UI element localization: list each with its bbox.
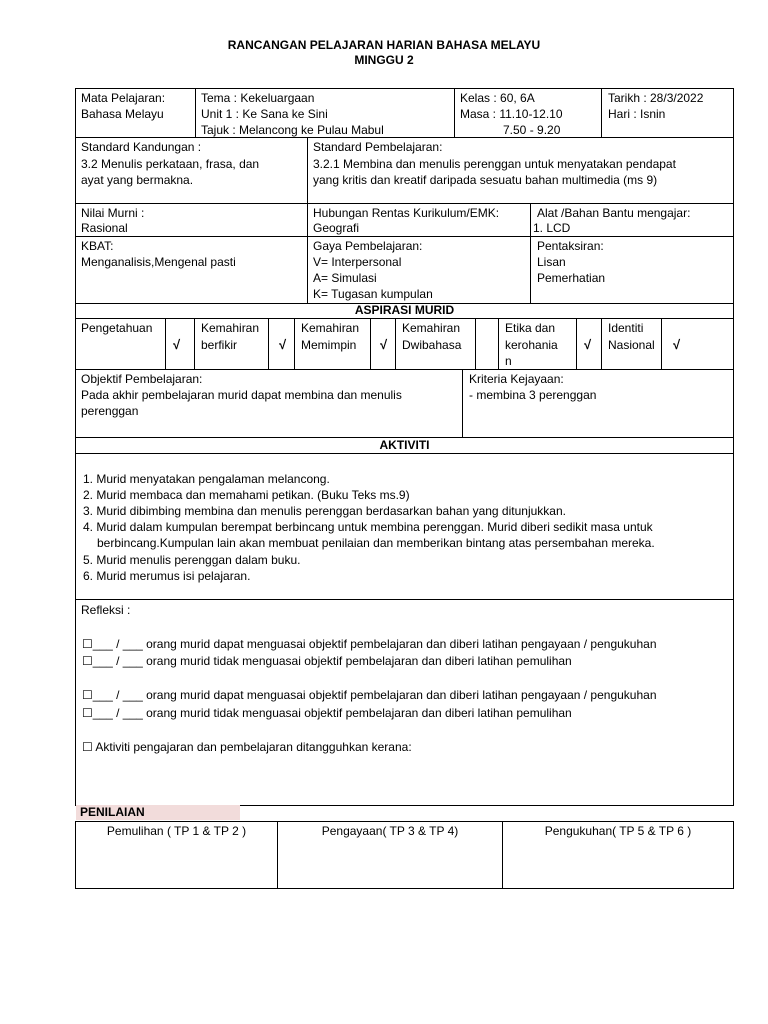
pentaksiran-pemerhatian: Pemerhatian [537, 271, 606, 285]
refleksi-label: Refleksi : [81, 603, 131, 617]
aktiviti-item: 5. Murid menulis perenggan dalam buku. [83, 553, 301, 567]
aspirasi-item-label: Kemahiran [201, 321, 260, 335]
refleksi-line: ☐___ / ___ orang murid dapat menguasai objektif pembelajaran dan diberi latihan pengayaan / pengukuhan [82, 637, 657, 651]
masa-2: 7.50 - 9.20 [503, 123, 561, 137]
kriteria-label: Kriteria Kejayaan: [469, 372, 564, 386]
aspirasi-check: √ [673, 337, 681, 352]
aspirasi-item-label: Identiti [608, 321, 644, 335]
standard-kandungan-line2: ayat yang bermakna. [81, 173, 194, 187]
aktiviti-title: AKTIVITI [379, 438, 430, 452]
page-title: RANCANGAN PELAJARAN HARIAN BAHASA MELAYU [227, 38, 541, 52]
kriteria-value: - membina 3 perenggan [469, 388, 597, 402]
aspirasi-check: √ [380, 337, 388, 352]
aspirasi-item-label: Memimpin [301, 338, 357, 352]
standard-kandungan-line1: 3.2 Menulis perkataan, frasa, dan [81, 157, 260, 171]
mata-pelajaran-value: Bahasa Melayu [81, 107, 164, 121]
alat-label: Alat /Bahan Bantu mengajar: [537, 206, 691, 220]
aktiviti-item: berbincang.Kumpulan lain akan membuat penilaian dan memberikan bintang atas persembahan mereka. [97, 536, 655, 550]
gaya-v: V= Interpersonal [313, 255, 402, 269]
objektif-line2: perenggan [81, 404, 139, 418]
masa: Masa : 11.10-12.10 [460, 107, 563, 121]
hubungan-value: Geografi [313, 221, 360, 235]
hari: Hari : Isnin [608, 107, 666, 121]
standard-pembelajaran-line1: 3.2.1 Membina dan menulis perenggan untuk menyatakan pendapat [313, 157, 676, 171]
unit: Unit 1 : Ke Sana ke Sini [201, 107, 328, 121]
gaya-label: Gaya Pembelajaran: [313, 239, 423, 253]
alat-value: 1. LCD [533, 221, 571, 235]
aspirasi-item-label: Nasional [608, 338, 655, 352]
penilaian-col-pengayaan: Pengayaan( TP 3 & TP 4) [321, 824, 459, 838]
aktiviti-item: 2. Murid membaca dan memahami petikan. (Buku Teks ms.9) [83, 488, 410, 502]
mata-pelajaran-label: Mata Pelajaran: [81, 91, 166, 105]
aspirasi-item-label: Etika dan [505, 321, 556, 335]
hubungan-label: Hubungan Rentas Kurikulum/EMK: [313, 206, 500, 220]
penilaian-col-pengukuhan: Pengukuhan( TP 5 & TP 6 ) [544, 824, 692, 838]
aktiviti-item: 3. Murid dibimbing membina dan menulis perenggan berdasarkan bahan yang ditunjukkan. [83, 504, 566, 518]
aspirasi-item-label: Kemahiran [402, 321, 461, 335]
page-subtitle: MINGGU 2 [354, 53, 414, 67]
refleksi-line: ☐___ / ___ orang murid tidak menguasai objektif pembelajaran dan diberi latihan pemulihan [82, 706, 572, 720]
aspirasi-title: ASPIRASI MURID [354, 303, 455, 317]
nilai-murni-value: Rasional [81, 221, 128, 235]
aspirasi-item-label: kerohania [505, 338, 558, 352]
tajuk: Tajuk : Melancong ke Pulau Mabul [201, 123, 384, 137]
refleksi-line: ☐___ / ___ orang murid tidak menguasai objektif pembelajaran dan diberi latihan pemulihan [82, 654, 572, 668]
aspirasi-item-label: Pengetahuan [81, 321, 153, 335]
penilaian-label: PENILAIAN [76, 805, 240, 820]
nilai-murni-label: Nilai Murni : [81, 206, 145, 220]
aktiviti-item: 1. Murid menyatakan pengalaman melancong. [83, 472, 330, 486]
gaya-k: K= Tugasan kumpulan [313, 287, 433, 301]
tarikh: Tarikh : 28/3/2022 [608, 91, 704, 105]
kbat-value: Menganalisis,Mengenal pasti [81, 255, 236, 269]
kbat-label: KBAT: [81, 239, 114, 253]
gaya-a: A= Simulasi [313, 271, 377, 285]
refleksi-line: ☐___ / ___ orang murid dapat menguasai objektif pembelajaran dan diberi latihan pengayaan / pengukuhan [82, 688, 657, 702]
aspirasi-item-label: Kemahiran [301, 321, 360, 335]
aspirasi-item-label: n [505, 354, 512, 368]
pentaksiran-label: Pentaksiran: [537, 239, 604, 253]
aspirasi-check: √ [173, 337, 181, 352]
standard-kandungan-label: Standard Kandungan : [81, 140, 202, 154]
refleksi-line: ☐ Aktiviti pengajaran dan pembelajaran ditangguhkan kerana: [82, 740, 412, 754]
aspirasi-item-label: Dwibahasa [402, 338, 462, 352]
tema: Tema : Kekeluargaan [201, 91, 315, 105]
objektif-line1: Pada akhir pembelajaran murid dapat membina dan menulis [81, 388, 402, 402]
aktiviti-item: 6. Murid merumus isi pelajaran. [83, 569, 251, 583]
aspirasi-check: √ [279, 337, 287, 352]
aspirasi-check: √ [584, 337, 592, 352]
standard-pembelajaran-label: Standard Pembelajaran: [313, 140, 443, 154]
aktiviti-item: 4. Murid dalam kumpulan berempat berbincang untuk membina perenggan. Murid diberi sedikit masa untuk [83, 520, 653, 534]
kelas: Kelas : 60, 6A [460, 91, 535, 105]
objektif-label: Objektif Pembelajaran: [81, 372, 203, 386]
standard-pembelajaran-line2: yang kritis dan kreatif daripada sesuatu bahan multimedia (ms 9) [313, 173, 658, 187]
penilaian-col-pemulihan: Pemulihan ( TP 1 & TP 2 ) [106, 824, 247, 838]
aspirasi-item-label: berfikir [201, 338, 238, 352]
pentaksiran-lisan: Lisan [537, 255, 566, 269]
